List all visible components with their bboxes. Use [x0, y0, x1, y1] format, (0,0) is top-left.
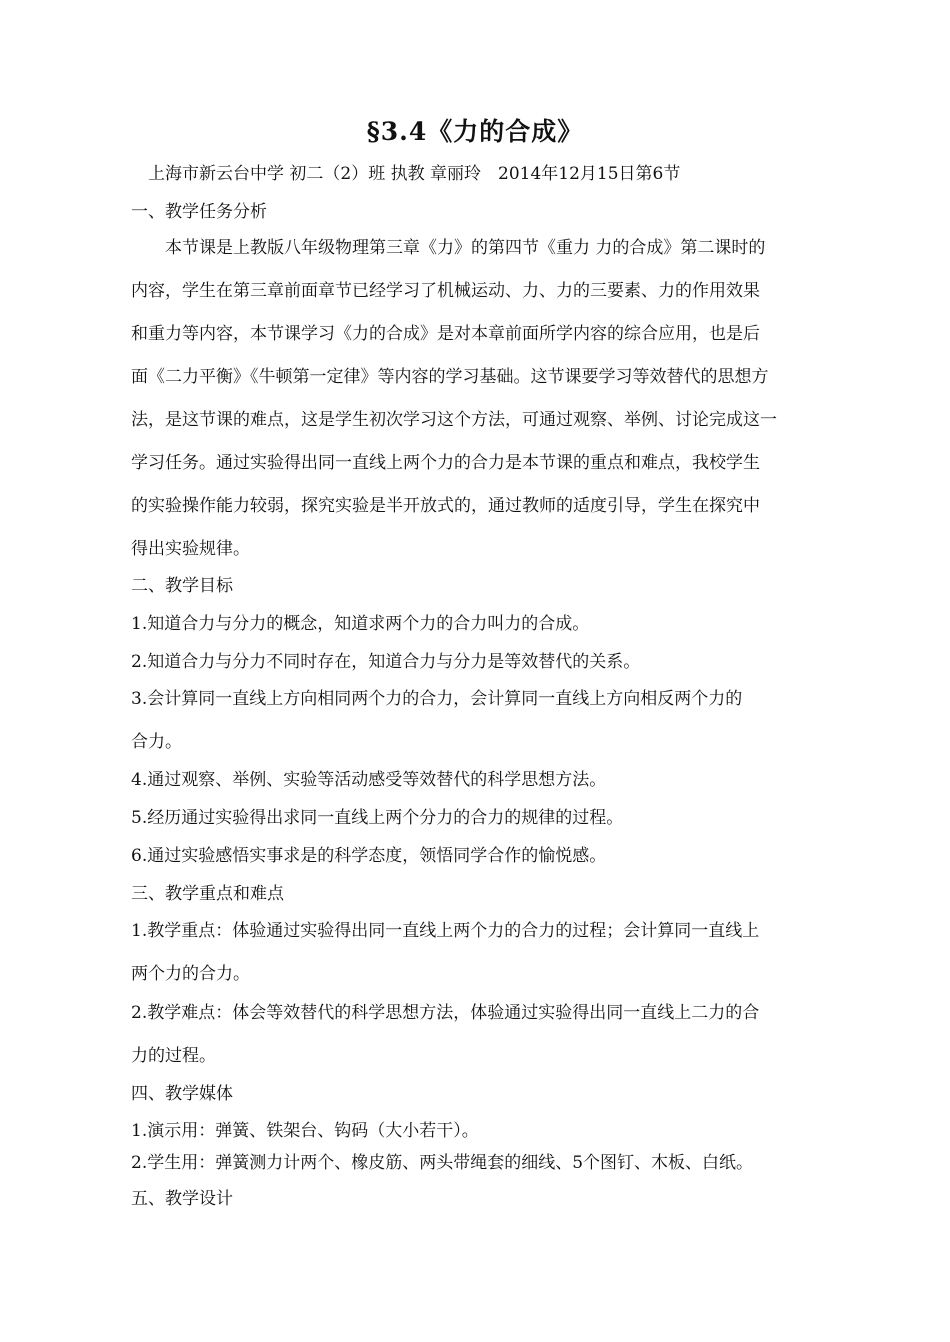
- section-heading-task-analysis: 一、教学任务分析: [131, 202, 267, 222]
- list-item: 6.通过实验感悟实事求是的科学态度，领悟同学合作的愉悦感。: [131, 846, 607, 866]
- list-item: 4.通过观察、举例、实验等活动感受等效替代的科学思想方法。: [131, 770, 607, 790]
- section-heading-objectives: 二、教学目标: [131, 576, 233, 596]
- list-item: 2.学生用：弹簧测力计两个、橡皮筋、两头带绳套的细线、5个图钉、木板、白纸。: [131, 1153, 754, 1173]
- document-title: §3.4《力的合成》: [366, 117, 584, 146]
- list-item: 1.知道合力与分力的概念，知道求两个力的合力叫力的合成。: [131, 614, 590, 634]
- paragraph-line: 和重力等内容，本节课学习《力的合成》是对本章前面所学内容的综合应用，也是后: [131, 324, 760, 344]
- list-item: 2.知道合力与分力不同时存在，知道合力与分力是等效替代的关系。: [131, 652, 641, 672]
- list-item-continued: 力的过程。: [131, 1046, 216, 1066]
- list-item: 1.演示用：弹簧、铁架台、钩码（大小若干）。: [131, 1121, 479, 1141]
- paragraph-line: 的实验操作能力较弱，探究实验是半开放式的，通过教师的适度引导，学生在探究中: [131, 496, 760, 516]
- list-item: 5.经历通过实验得出求同一直线上两个分力的合力的规律的过程。: [131, 808, 624, 828]
- paragraph-line: 本节课是上教版八年级物理第三章《力》的第四节《重力 力的合成》第二课时的: [165, 238, 766, 258]
- paragraph-line: 学习任务。通过实验得出同一直线上两个力的合力是本节课的重点和难点，我校学生: [131, 453, 760, 473]
- paragraph-line: 法，是这节课的难点，这是学生初次学习这个方法，可通过观察、举例、讨论完成这一: [131, 410, 777, 430]
- section-heading-design: 五、教学设计: [131, 1189, 233, 1209]
- section-heading-key-points: 三、教学重点和难点: [131, 884, 284, 904]
- list-item-continued: 合力。: [131, 732, 182, 752]
- paragraph-line: 得出实验规律。: [131, 539, 250, 559]
- list-item: 3.会计算同一直线上方向相同两个力的合力，会计算同一直线上方向相反两个力的: [131, 689, 743, 709]
- paragraph-line: 面《二力平衡》《牛顿第一定律》等内容的学习基础。这节课要学习等效替代的思想方: [131, 367, 769, 387]
- list-item: 1.教学重点：体验通过实验得出同一直线上两个力的合力的过程；会计算同一直线上: [131, 921, 760, 941]
- list-item: 2.教学难点：体会等效替代的科学思想方法，体验通过实验得出同一直线上二力的合: [131, 1003, 760, 1023]
- list-item-continued: 两个力的合力。: [131, 964, 250, 984]
- section-heading-media: 四、教学媒体: [131, 1084, 233, 1104]
- document-subtitle: 上海市新云台中学 初二（2）班 执教 章丽玲 2014年12月15日第6节: [148, 164, 681, 184]
- paragraph-line: 内容，学生在第三章前面章节已经学习了机械运动、力、力的三要素、力的作用效果: [131, 281, 760, 301]
